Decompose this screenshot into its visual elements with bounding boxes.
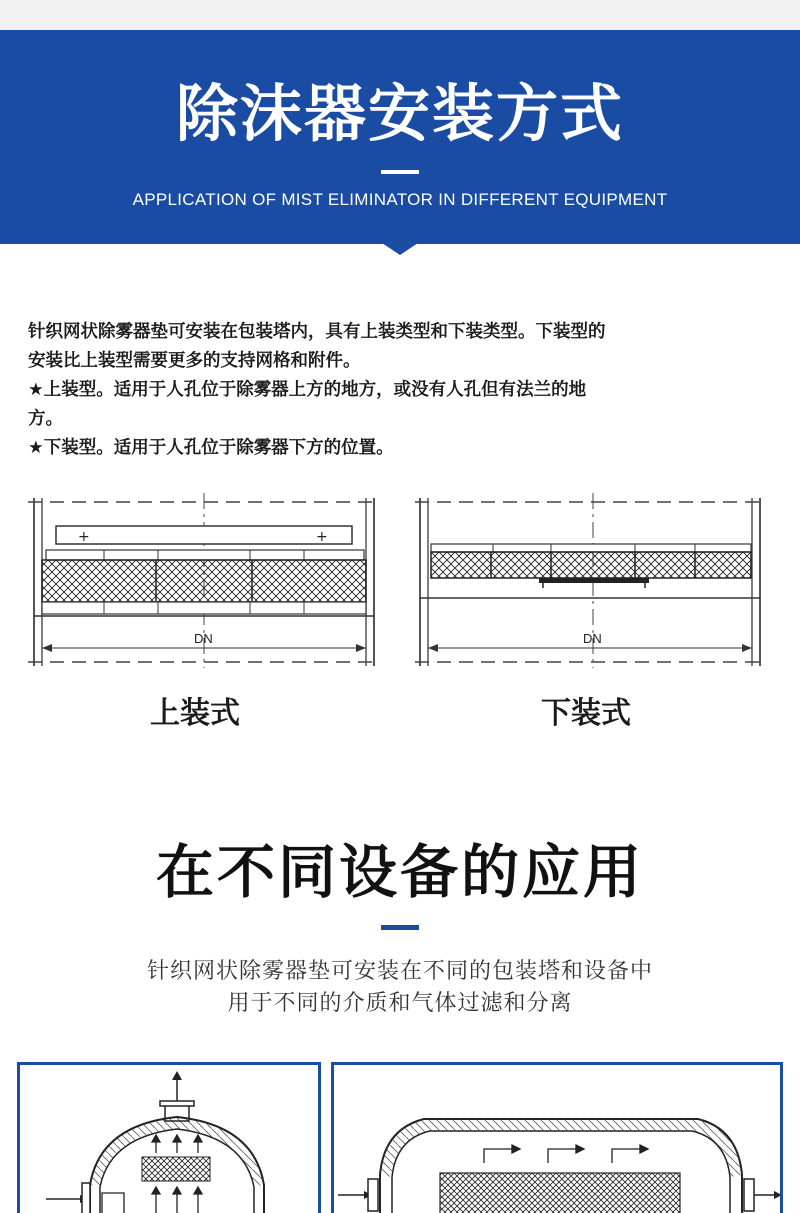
description-line: 安装比上装型需要更多的支持网格和附件。 xyxy=(28,351,361,371)
dn-label: DN xyxy=(583,631,602,646)
top-strip xyxy=(0,0,800,30)
description-line: 针织网状除雾器垫可安装在包装塔内，具有上装类型和下装类型。下装型的 xyxy=(28,322,606,342)
description-line: 方。 xyxy=(28,409,63,429)
banner-subtitle: APPLICATION OF MIST ELIMINATOR IN DIFFERENT EQUIPMENT xyxy=(132,190,668,209)
description-line: ★下装型。适用于人孔位于除雾器下方的位置。 xyxy=(28,438,394,458)
vertical-vessel-card xyxy=(17,1062,321,1213)
section-title: 在不同设备的应用 xyxy=(155,838,644,906)
installation-description xyxy=(28,318,778,463)
banner-notch xyxy=(382,243,418,255)
svg-text:+: + xyxy=(78,529,90,545)
top-mount-caption: 上装式 xyxy=(150,696,240,731)
bottom-mount-diagram xyxy=(415,488,775,673)
dn-label: DN xyxy=(194,631,213,646)
banner-title: 除沫器安装方式 xyxy=(175,77,624,150)
bottom-mount-caption: 下装式 xyxy=(541,696,631,731)
section-divider xyxy=(381,925,419,930)
top-mount-diagram xyxy=(24,488,384,673)
section-description xyxy=(0,956,800,1020)
section-desc-line: 用于不同的介质和气体过滤和分离 xyxy=(227,991,573,1016)
description-line: ★上装型。适用于人孔位于除雾器上方的地方，或没有人孔但有法兰的地 xyxy=(28,380,587,400)
horizontal-vessel-card xyxy=(331,1062,783,1213)
svg-text:+: + xyxy=(316,529,328,545)
section-desc-line: 针织网状除雾器垫可安装在不同的包装塔和设备中 xyxy=(146,959,653,984)
banner-divider xyxy=(381,170,419,174)
